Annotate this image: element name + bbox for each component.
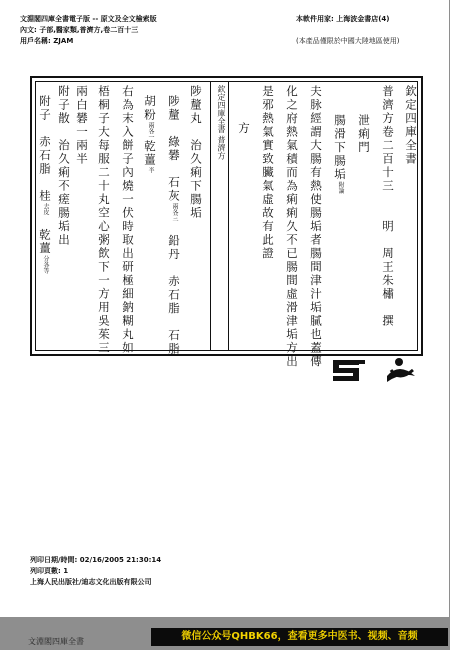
text-column-11: 陟釐 綠礬 石灰兩各三 鉛丹 赤石脂 石脂 [167,95,181,356]
text-column-14: 梧桐子大每服二十丸空心粥飲下一方用吳茱三 [97,85,111,355]
text-column-5: 夫脉經謂大腸有熱使腸垢者腸間津汁垢膩也蓋傳 [309,85,323,369]
text-column-10: 陟釐丸 治久痢下腸垢 [189,85,203,220]
text-column-12: 胡粉兩各一乾薑半 [143,95,157,173]
text-column-13: 右為末入餅子內燒一伏時取出研極細鈉糊丸如 [121,85,135,355]
shanghai-logo [387,358,415,382]
text-column-3: 泄痢門 [357,114,371,155]
text-column-4: 腸滑下腸垢附論 [333,114,347,194]
scan-frame [30,76,423,369]
promo-banner: 微信公众号QHBK66，查看更多中医书、视频、音频 [151,628,448,646]
print-pages: 列印頁數: 1 [30,567,69,575]
text-column-17: 附子 赤石脂 桂去皮 乾薑分各等 [38,95,52,274]
print-datetime: 列印日期/時間: 02/16/2005 21:30:14 [30,556,162,564]
license-header [296,14,399,47]
next-page-peek: 文淵閣四庫全書 [28,637,84,646]
text-column-8: 方 [237,122,251,136]
text-column-6: 化之府熱氣積而為痢痢久不已腸間虛滑津垢方出 [285,85,299,369]
text-column-2: 普濟方卷二百十三 明 周王朱橚 撰 [381,85,395,328]
publisher-logos [329,352,419,388]
licensed-user: 本軟件用家: 上海波金書店(4) [296,15,390,23]
text-column-15: 兩白礬一兩半 [75,85,89,166]
dizhi-logo [333,360,365,381]
edition-title: 文淵閣四庫全書電子版 -- 原文及全文檢索版 [20,15,157,23]
text-column-7: 是邪熱氣實致臟氣虛故有此證 [261,85,275,261]
document-header [20,14,157,47]
content-location: 內文: 子部,醫家類,普濟方,卷二百十三 [20,26,139,34]
region-note: (本產品僅限於中國大陸地區使用) [296,37,400,45]
fold-line-left [210,82,211,350]
text-column-1: 欽定四庫全書 [404,85,418,166]
text-column-16: 附子散 治久痢不瘥腸垢出 [57,85,71,247]
print-footer [30,555,161,588]
user-name: 用戶名稱: ZJAM [20,37,74,45]
publisher-credit: 上海人民出版社/迪志文化出版有限公司 [30,578,152,586]
fold-center-title: 欽定四庫全書 普濟方 [217,85,226,160]
text-block [35,81,418,369]
